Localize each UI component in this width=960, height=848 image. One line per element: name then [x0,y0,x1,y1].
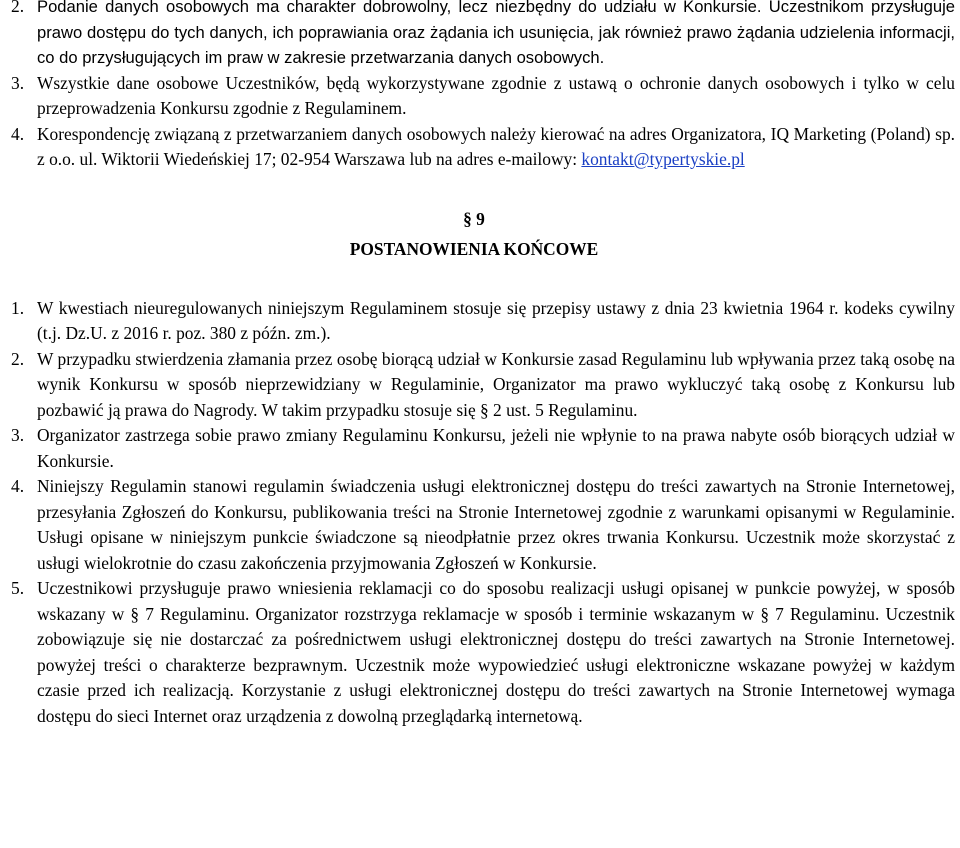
section-number: § 9 [463,208,485,229]
item-text: W przypadku stwierdzenia złamania przez osobę biorącą udział w Konkursie zasad Regulaminu lub wpływania przez taką osobę na wynik Konkursu w sposób nieprzewidziany w Regulaminie, Organizator ma prawo wykluczyć taką osobę z Konkursu lub pozbawić ją prawa do Nagrody. W takim przypadku stosuje się § 2 ust. 5 Regulaminu. [37,348,955,420]
item-text: Organizator zastrzega sobie prawo zmiany Regulaminu Konkursu, jeżeli nie wpłynie to na prawa nabyte osób biorących udział w Konkursie. [37,425,955,471]
list-item [11,296,955,347]
list-item [11,71,955,122]
item-number: 1. [11,297,25,318]
list-item [11,423,955,474]
item-text-container [37,122,955,173]
item-text: Wszystkie dane osobowe Uczestników, będą wykorzystywane zgodnie z ustawą o ochronie danych osobowych i tylko w celu przeprowadzenia Konkursu zgodnie z Regulaminem. [37,72,955,118]
item-number: 4. [11,476,25,496]
item-text: Uczestnikowi przysługuje prawo wniesienia reklamacji co do sposobu realizacji usługi opisanej w punkcie powyżej, w sposób wskazany w § 7 Regulaminu. Organizator rozstrzyga reklamacje w sposób i terminie wskazanym w § 7 Regulaminu. Uczestnik zobowiązuje się nie dostarczać za pośrednictwem usługi elektronicznej dostępu do treści zawartych na Stronie Internetowej. powyżej treści o charakterze bezprawnym. Uczestnik może wypowiedzieć usługi elektroniczne wskazane powyżej w każdym czasie przed ich realizacją. Korzystanie z usługi elektronicznej dostępu do treści zawartych na Stronie Internetowej wymaga dostępu do sieci Internet oraz urządzenia z dowolną przeglądarką internetową. [37,578,955,726]
item-text: Podanie danych osobowych ma charakter dobrowolny, lecz niezbędny do udziału w Konkursie. Uczestnikom przysługuje prawo dostępu do tych danych, ich poprawiania oraz żądania ich usunięcia, jak również prawo żądania udzielenia informacji, co do przysługujących im praw w zakresie przetwarzania danych osobowych. [37,0,955,67]
item-number: 3. [11,425,25,445]
list-item [11,0,955,71]
item-number: 2. [11,0,25,16]
item-text: W kwestiach nieuregulowanych niniejszym Regulaminem stosuje się przepisy ustawy z dnia 23 kwietnia 1964 r. kodeks cywilny (t.j. Dz.U. z 2016 r. poz. 380 z późn. zm.). [37,297,955,343]
list-item [11,122,955,173]
item-text: Korespondencję związaną z przetwarzaniem danych osobowych należy kierować na adres Organizatora, IQ Marketing (Poland) sp. z o.o. ul. Wiktorii Wiedeńskiej 17; 02-954 Warszawa lub na adres e-mailowy: [37,123,955,169]
list-item [11,474,955,576]
section-header [0,207,955,262]
email-link[interactable]: kontakt@typertyskie.pl [581,149,745,169]
item-text: Niniejszy Regulamin stanowi regulamin świadczenia usługi elektronicznej dostępu do treści zawartych na Stronie Internetowej, przesyłania Zgłoszeń do Konkursu, publikowania treści na Stronie Internetowej zgodnie z warunkami opisanymi w Regulaminie. Usługi opisane w niniejszym punkcie świadczone są nieodpłatnie przez okres trwania Konkursu. Uczestnik może skorzystać z usługi wielokrotnie do czasu zakończenia przyjmowania Zgłoszeń w Konkursie. [37,476,955,573]
list-item [11,576,955,729]
item-number: 4. [11,123,25,144]
document-page [11,0,955,729]
section-title: POSTANOWIENIA KOŃCOWE [349,238,599,259]
item-number: 3. [11,72,25,93]
item-number: 5. [11,578,25,598]
item-number: 2. [11,348,25,369]
list-item [11,347,955,424]
